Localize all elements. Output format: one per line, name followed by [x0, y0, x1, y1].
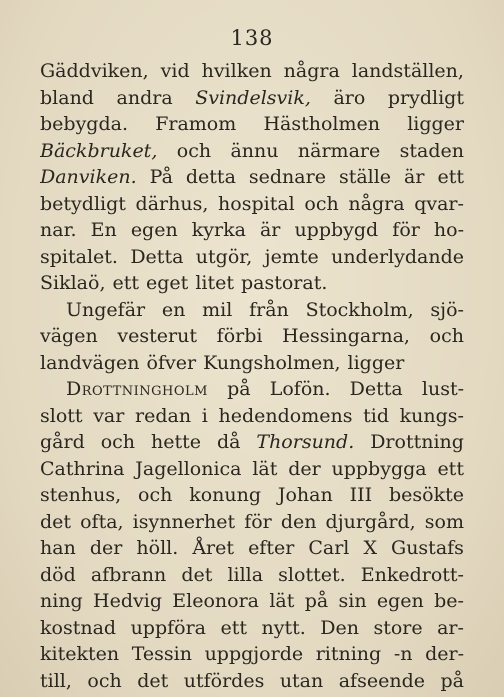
word: Detta: [130, 245, 184, 268]
word: pastorat.: [240, 272, 328, 294]
word: några: [283, 60, 340, 82]
word: -n: [393, 643, 413, 665]
word: är: [404, 166, 425, 188]
word: der: [288, 457, 321, 480]
word: bebygda.: [40, 113, 128, 135]
word: nar.: [40, 219, 77, 241]
word: III: [349, 484, 373, 506]
word: Jagellonica: [135, 457, 242, 480]
word: hedendomens: [218, 404, 353, 427]
word: Svindelsvik,: [195, 86, 311, 109]
word: ligger: [407, 113, 464, 135]
text-line: [40, 217, 464, 244]
word: ning: [40, 590, 83, 612]
word: och: [100, 431, 136, 453]
word: närmare: [297, 139, 381, 162]
word: på: [440, 669, 464, 692]
word: underlydande: [331, 245, 464, 268]
text-line: [40, 297, 464, 324]
text-line: [40, 323, 464, 350]
word: ett: [437, 457, 464, 480]
word: der: [89, 537, 123, 559]
word: död: [40, 563, 76, 586]
word: Eleonora: [172, 590, 260, 612]
word: som: [424, 510, 464, 533]
word: då: [216, 431, 241, 453]
word: på: [227, 378, 251, 400]
word: ett: [220, 616, 248, 639]
word: Hedvig: [93, 590, 162, 612]
word: var: [93, 404, 125, 427]
word: hospital: [218, 192, 295, 215]
word: Detta: [349, 378, 403, 400]
word: ligger: [347, 351, 405, 374]
word: djurgård,: [325, 510, 416, 533]
word: store: [373, 616, 423, 639]
word: lust-: [421, 378, 464, 400]
word: kungs-: [399, 404, 464, 427]
text-line: [40, 164, 464, 191]
word: bland: [40, 86, 94, 109]
word: Kungsholmen,: [203, 351, 341, 374]
word: Gustafs: [391, 537, 464, 559]
word: sjö-: [430, 298, 464, 321]
text-line: [40, 429, 464, 456]
word: ho-: [433, 219, 464, 241]
word: nytt.: [261, 616, 306, 639]
word: gård: [40, 431, 85, 453]
word: Tessin: [131, 643, 192, 665]
word: egen: [130, 219, 178, 241]
word: X: [363, 537, 377, 559]
text-line: [40, 403, 464, 430]
word: be-: [434, 590, 464, 612]
word: för: [244, 510, 272, 533]
word: kyrka: [191, 219, 246, 241]
word: och: [304, 192, 339, 215]
word: Framom: [155, 113, 237, 135]
text-line: [40, 641, 464, 668]
word: därhus,: [135, 192, 209, 215]
word: stenhus,: [40, 484, 122, 506]
word: tid: [363, 404, 389, 427]
word: från: [249, 298, 289, 321]
word: utan: [279, 669, 324, 692]
word: den: [280, 510, 317, 533]
text-line: [40, 111, 464, 138]
body-text: [40, 58, 464, 694]
word: kostnad: [40, 616, 117, 639]
text-line: [40, 376, 464, 403]
word: sednare: [248, 166, 326, 188]
word: Carl: [308, 537, 350, 559]
word: uppföra: [130, 616, 207, 639]
word: det: [40, 510, 72, 533]
word: kitekten: [40, 643, 120, 665]
text-line: [40, 562, 464, 589]
word: qvar-: [414, 192, 464, 215]
word: i: [201, 404, 208, 427]
word: Året: [192, 537, 235, 559]
word: han: [40, 537, 76, 559]
word: ett: [437, 166, 464, 188]
text-line: [40, 138, 464, 165]
word: det: [181, 563, 213, 586]
word: vägen: [40, 325, 98, 347]
word: vesterut: [117, 325, 197, 347]
text-line: [40, 191, 464, 218]
word: staden: [399, 139, 464, 162]
word: Den: [320, 616, 359, 639]
word: utfördes: [183, 669, 265, 692]
word: lilla: [227, 563, 264, 586]
word: hvilken: [201, 60, 272, 82]
word: slott: [40, 404, 83, 427]
word: för: [392, 219, 420, 241]
word: Hästholmen: [263, 113, 380, 135]
text-line: [40, 615, 464, 642]
word: förbi: [216, 325, 263, 347]
word: afbrann: [90, 563, 167, 586]
word: ritning: [315, 643, 382, 665]
word: ställe: [338, 166, 392, 188]
word: efter: [248, 537, 295, 559]
text-line: [40, 482, 464, 509]
word: uppgjorde: [204, 643, 304, 665]
word: en: [161, 298, 186, 321]
word: der-: [425, 643, 464, 665]
word: är: [259, 219, 281, 241]
word: ännu: [230, 139, 279, 162]
word: och: [429, 325, 464, 347]
word: andra: [116, 86, 173, 109]
text-line: [40, 668, 464, 695]
word: litet: [195, 272, 234, 294]
text-line: [40, 588, 464, 615]
word: Cathrina: [40, 457, 125, 480]
word: höll.: [136, 537, 179, 559]
word: På: [149, 166, 173, 188]
word: ar-: [437, 616, 464, 639]
word: Thorsund.: [256, 431, 355, 453]
word: lät: [252, 457, 278, 480]
word: detta: [185, 166, 236, 188]
word: och: [87, 669, 122, 692]
word: Ungefär: [66, 298, 146, 321]
word: redan: [135, 404, 192, 427]
word: ett: [112, 272, 140, 294]
word: prydligt: [387, 86, 464, 109]
word: Drottning: [370, 431, 464, 453]
text-line: [40, 270, 464, 297]
word: och: [176, 139, 212, 162]
word: till,: [40, 669, 72, 692]
word: äro: [333, 86, 366, 109]
word: hette: [150, 431, 201, 453]
word: besökte: [388, 484, 464, 506]
word: Enkedrott-: [360, 563, 464, 586]
word: det: [137, 669, 169, 692]
word: lät: [269, 590, 295, 612]
word: vid: [160, 60, 190, 82]
word: egen: [376, 590, 424, 612]
word: Johan: [277, 484, 333, 506]
word: eget: [146, 272, 189, 294]
text-line: [40, 85, 464, 112]
word: uppbygd: [294, 219, 379, 241]
word: mil: [202, 298, 233, 321]
word: landvägen: [40, 351, 140, 374]
word: Hessingarna,: [282, 325, 410, 347]
text-line: [40, 456, 464, 483]
text-line: [40, 535, 464, 562]
word: några: [348, 192, 405, 215]
word: Gäddviken,: [40, 60, 149, 82]
word: landställen,: [351, 60, 464, 82]
word: betydligt: [40, 192, 126, 215]
word: En: [90, 219, 117, 241]
text-line: [40, 350, 464, 377]
word: Danviken.: [40, 166, 137, 188]
word: uppbygga: [331, 457, 427, 480]
word: Stockholm,: [305, 298, 414, 321]
word: öfver: [146, 351, 197, 374]
word: spitalet.: [40, 245, 118, 268]
word: Siklaö,: [40, 272, 106, 294]
word: Drottningholm: [66, 378, 208, 400]
word: utgör,: [195, 245, 253, 268]
text-line: [40, 244, 464, 271]
word: afseende: [338, 669, 425, 692]
word: och: [138, 484, 173, 506]
word: ofta,: [80, 510, 124, 533]
text-line: [40, 58, 464, 85]
word: på: [304, 590, 329, 612]
word: isynnerhet: [132, 510, 236, 533]
word: jemte: [264, 245, 319, 268]
page-number: 138: [230, 26, 274, 50]
word: Bäckbruket,: [40, 139, 158, 162]
word: Lofön.: [269, 378, 331, 400]
word: konung: [189, 484, 262, 506]
word: sin: [338, 590, 367, 612]
text-line: [40, 509, 464, 536]
word: slottet.: [278, 563, 346, 586]
